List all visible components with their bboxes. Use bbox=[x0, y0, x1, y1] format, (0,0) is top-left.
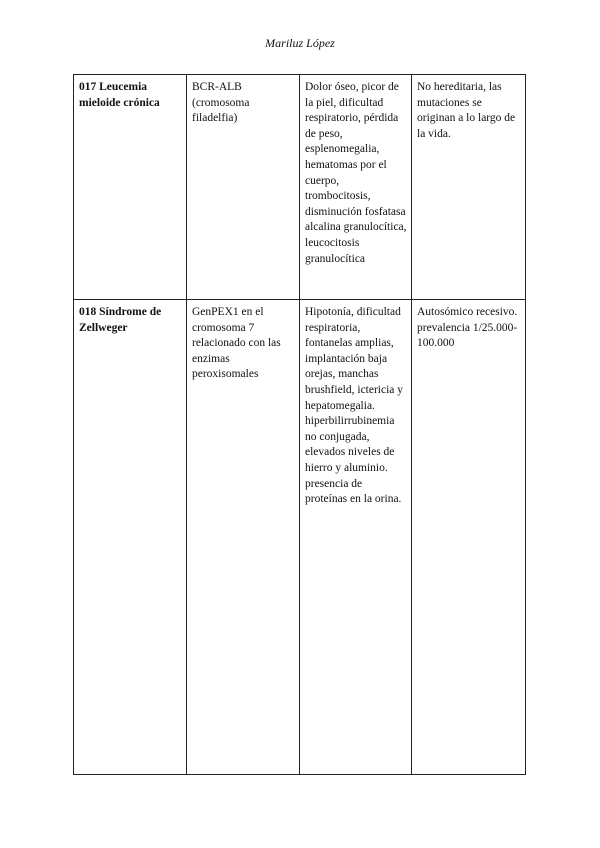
table-row bbox=[74, 300, 526, 775]
symptoms-cell: Dolor óseo, picor de la piel, dificultad respiratorio, pérdida de peso, esplenomegalia, hematomas por el cuerpo, trombocitosis, disminución fosfatasa alcalina granulocítica, leucocitosis granulocítica bbox=[300, 75, 412, 300]
inheritance-cell: No hereditaria, las mutaciones se originan a lo largo de la vida. bbox=[412, 75, 526, 300]
inheritance-cell: Autosómico recesivo. prevalencia 1/25.000-100.000 bbox=[412, 300, 526, 775]
disease-name-cell: 018 Síndrome de Zellweger bbox=[74, 300, 187, 775]
disease-name-cell: 017 Leucemia mieloide crónica bbox=[74, 75, 187, 300]
gene-cell: GenPEX1 en el cromosoma 7 relacionado con las enzimas peroxisomales bbox=[187, 300, 300, 775]
table-row bbox=[74, 75, 526, 300]
page-header-author: Mariluz López bbox=[265, 36, 335, 50]
disease-table bbox=[73, 74, 526, 775]
symptoms-cell: Hipotonía, dificultad respiratoria, fontanelas amplias, implantación baja orejas, manchas brushfield, ictericia y hepatomegalia. hiperbilirrubinemia no conjugada, elevados niveles de hierro y aluminio. presencia de proteínas en la orina. bbox=[300, 300, 412, 775]
gene-cell: BCR-ALB (cromosoma filadelfia) bbox=[187, 75, 300, 300]
